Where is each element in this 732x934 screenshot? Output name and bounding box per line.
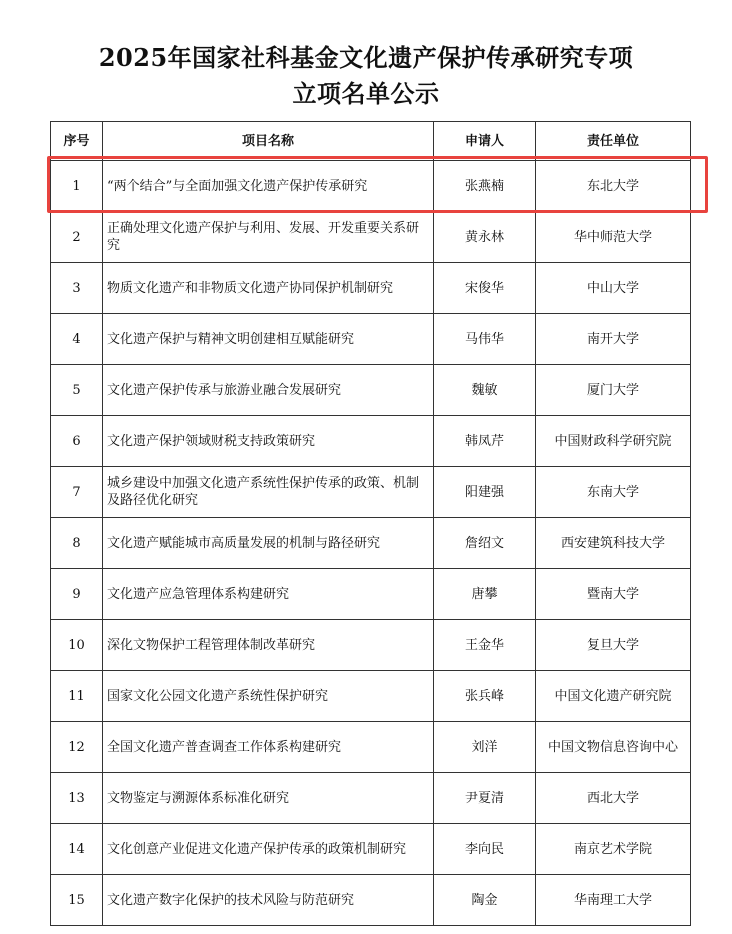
- table-row: [51, 467, 691, 518]
- row-applicant: 李向民: [434, 824, 536, 875]
- row-unit: 西北大学: [536, 773, 691, 824]
- document-subtitle: 立项名单公示: [292, 79, 440, 108]
- row-unit: 西安建筑科技大学: [536, 518, 691, 569]
- row-serial: 13: [51, 773, 103, 824]
- row-project-name: 物质文化遗产和非物质文化遗产协同保护机制研究: [103, 263, 434, 314]
- row-serial: 6: [51, 416, 103, 467]
- row-applicant: 陶金: [434, 875, 536, 926]
- table-row: [51, 773, 691, 824]
- row-applicant: 詹绍文: [434, 518, 536, 569]
- row-project-name: 文化遗产数字化保护的技术风险与防范研究: [103, 875, 434, 926]
- row-serial: 9: [51, 569, 103, 620]
- document-title: 2025年国家社科基金文化遗产保护传承研究专项: [98, 43, 634, 72]
- table-header-row: [51, 122, 691, 161]
- table-row: [51, 671, 691, 722]
- table-row: [51, 161, 691, 212]
- row-serial: 14: [51, 824, 103, 875]
- header-applicant: 申请人: [434, 122, 536, 161]
- project-table: [50, 121, 691, 926]
- row-unit: 南京艺术学院: [536, 824, 691, 875]
- row-applicant: 尹夏清: [434, 773, 536, 824]
- row-unit: 暨南大学: [536, 569, 691, 620]
- row-unit: 中国文物信息咨询中心: [536, 722, 691, 773]
- row-applicant: 马伟华: [434, 314, 536, 365]
- row-project-name: 文化遗产保护领域财税支持政策研究: [103, 416, 434, 467]
- row-applicant: 张燕楠: [434, 161, 536, 212]
- row-project-name: 城乡建设中加强文化遗产系统性保护传承的政策、机制及路径优化研究: [103, 467, 434, 518]
- row-project-name: 文化创意产业促进文化遗产保护传承的政策机制研究: [103, 824, 434, 875]
- row-project-name: 文化遗产保护与精神文明创建相互赋能研究: [103, 314, 434, 365]
- row-applicant: 王金华: [434, 620, 536, 671]
- row-project-name: 全国文化遗产普查调查工作体系构建研究: [103, 722, 434, 773]
- row-serial: 4: [51, 314, 103, 365]
- row-project-name: 国家文化公园文化遗产系统性保护研究: [103, 671, 434, 722]
- table-row: [51, 875, 691, 926]
- row-applicant: 韩凤芹: [434, 416, 536, 467]
- table-row: [51, 518, 691, 569]
- row-applicant: 黄永林: [434, 212, 536, 263]
- row-serial: 11: [51, 671, 103, 722]
- table-row: [51, 416, 691, 467]
- row-serial: 5: [51, 365, 103, 416]
- row-applicant: 阳建强: [434, 467, 536, 518]
- row-serial: 8: [51, 518, 103, 569]
- row-serial: 15: [51, 875, 103, 926]
- row-serial: 12: [51, 722, 103, 773]
- row-serial: 7: [51, 467, 103, 518]
- row-unit: 东北大学: [536, 161, 691, 212]
- row-unit: 厦门大学: [536, 365, 691, 416]
- table-row: [51, 212, 691, 263]
- row-unit: 华中师范大学: [536, 212, 691, 263]
- row-serial: 1: [51, 161, 103, 212]
- row-unit: 东南大学: [536, 467, 691, 518]
- table-row: [51, 365, 691, 416]
- row-unit: 华南理工大学: [536, 875, 691, 926]
- table-row: [51, 263, 691, 314]
- row-applicant: 唐攀: [434, 569, 536, 620]
- row-unit: 复旦大学: [536, 620, 691, 671]
- row-serial: 2: [51, 212, 103, 263]
- table-row: [51, 620, 691, 671]
- header-project-name: 项目名称: [103, 122, 434, 161]
- row-applicant: 魏敏: [434, 365, 536, 416]
- row-project-name: 深化文物保护工程管理体制改革研究: [103, 620, 434, 671]
- row-unit: 南开大学: [536, 314, 691, 365]
- table-row: [51, 314, 691, 365]
- row-project-name: 文化遗产应急管理体系构建研究: [103, 569, 434, 620]
- row-unit: 中山大学: [536, 263, 691, 314]
- header-unit: 责任单位: [536, 122, 691, 161]
- table-row: [51, 824, 691, 875]
- row-unit: 中国文化遗产研究院: [536, 671, 691, 722]
- row-applicant: 刘洋: [434, 722, 536, 773]
- row-unit: 中国财政科学研究院: [536, 416, 691, 467]
- header-serial: 序号: [51, 122, 103, 161]
- row-applicant: 宋俊华: [434, 263, 536, 314]
- row-project-name: 文化遗产保护传承与旅游业融合发展研究: [103, 365, 434, 416]
- table-row: [51, 722, 691, 773]
- row-applicant: 张兵峰: [434, 671, 536, 722]
- row-project-name: 文化遗产赋能城市高质量发展的机制与路径研究: [103, 518, 434, 569]
- row-project-name: “两个结合”与全面加强文化遗产保护传承研究: [103, 161, 434, 212]
- table-row: [51, 569, 691, 620]
- row-project-name: 正确处理文化遗产保护与利用、发展、开发重要关系研究: [103, 212, 434, 263]
- row-serial: 3: [51, 263, 103, 314]
- row-serial: 10: [51, 620, 103, 671]
- row-project-name: 文物鉴定与溯源体系标准化研究: [103, 773, 434, 824]
